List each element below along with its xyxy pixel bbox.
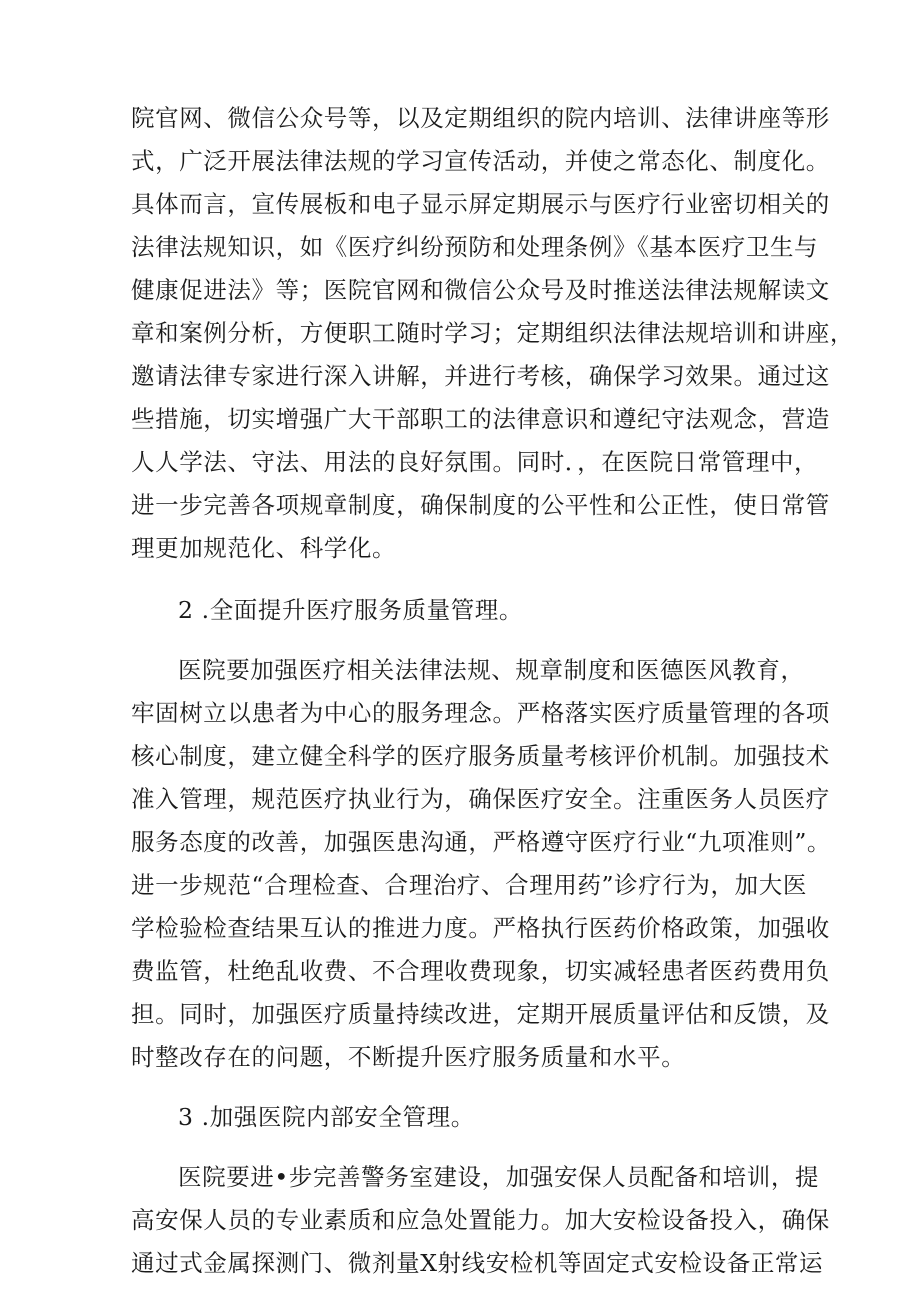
text-line: 牢固树立以患者为中心的服务理念。严格落实医疗质量管理的各项 bbox=[131, 699, 830, 727]
section-heading-3: 3 .加强医院内部安全管理。 bbox=[178, 1103, 475, 1131]
text-line: 进一步规范“合理检查、合理治疗、合理用药”诊疗行为，加大医 bbox=[131, 871, 807, 899]
text-line: 具体而言，宣传展板和电子显示屏定期展示与医疗行业密切相关的 bbox=[131, 190, 830, 218]
section-heading-2: 2 .全面提升医疗服务质量管理。 bbox=[178, 596, 523, 624]
text-line: 服务态度的改善，加强医患沟通，严格遵守医疗行业“九项准则”。 bbox=[131, 828, 832, 856]
text-line: 医院要进•步完善警务室建设，加强安保人员配备和培训，提 bbox=[178, 1163, 820, 1191]
text-line: 学检验检查结果互认的推进力度。严格执行医药价格政策，加强收 bbox=[131, 914, 830, 942]
text-line: 高安保人员的专业素质和应急处置能力。加大安检设备投入，确保 bbox=[131, 1206, 830, 1234]
text-line: 邀请法律专家进行深入讲解，并进行考核，确保学习效果。通过这 bbox=[131, 362, 830, 390]
text-line: 法律法规知识，如《医疗纠纷预防和处理条例》《基本医疗卫生与 bbox=[131, 233, 819, 261]
text-line: 担。同时，加强医疗质量持续改进，定期开展质量评估和反馈，及 bbox=[131, 1000, 830, 1028]
text-line: 费监管，杜绝乱收费、不合理收费现象，切实减轻患者医药费用负 bbox=[131, 957, 830, 985]
text-line: 些措施，切实增强广大干部职工的法律意识和遵纪守法观念，营造 bbox=[131, 405, 830, 433]
text-line: 式，广泛开展法律法规的学习宣传活动，并使之常态化、制度化。 bbox=[131, 147, 830, 175]
text-line: 人人学法、守法、用法的良好氛围。同时．，在医院日常管理中， bbox=[131, 448, 819, 476]
text-line: 核心制度，建立健全科学的医疗服务质量考核评价机制。加强技术 bbox=[131, 742, 830, 770]
text-line: 准入管理，规范医疗执业行为，确保医疗安全。注重医务人员医疗 bbox=[131, 785, 830, 813]
text-line: 健康促进法》等；医院官网和微信公众号及时推送法律法规解读文 bbox=[131, 276, 830, 304]
text-line: 医院要加强医疗相关法律法规、规章制度和医德医风教育， bbox=[178, 656, 805, 684]
text-line: 时整改存在的问题，不断提升医疗服务质量和水平。 bbox=[131, 1043, 686, 1071]
text-line: 理更加规范化、科学化。 bbox=[131, 534, 397, 562]
text-line: 院官网、微信公众号等，以及定期组织的院内培训、法律讲座等形 bbox=[131, 104, 830, 132]
text-line: 进一步完善各项规章制度，确保制度的公平性和公正性，使日常管 bbox=[131, 491, 830, 519]
text-line: 章和案例分析，方便职工随时学习；定期组织法律法规培训和讲座， bbox=[131, 319, 854, 347]
text-line: 通过式金属探测门、微剂量X射线安检机等固定式安检设备正常运 bbox=[131, 1249, 824, 1277]
